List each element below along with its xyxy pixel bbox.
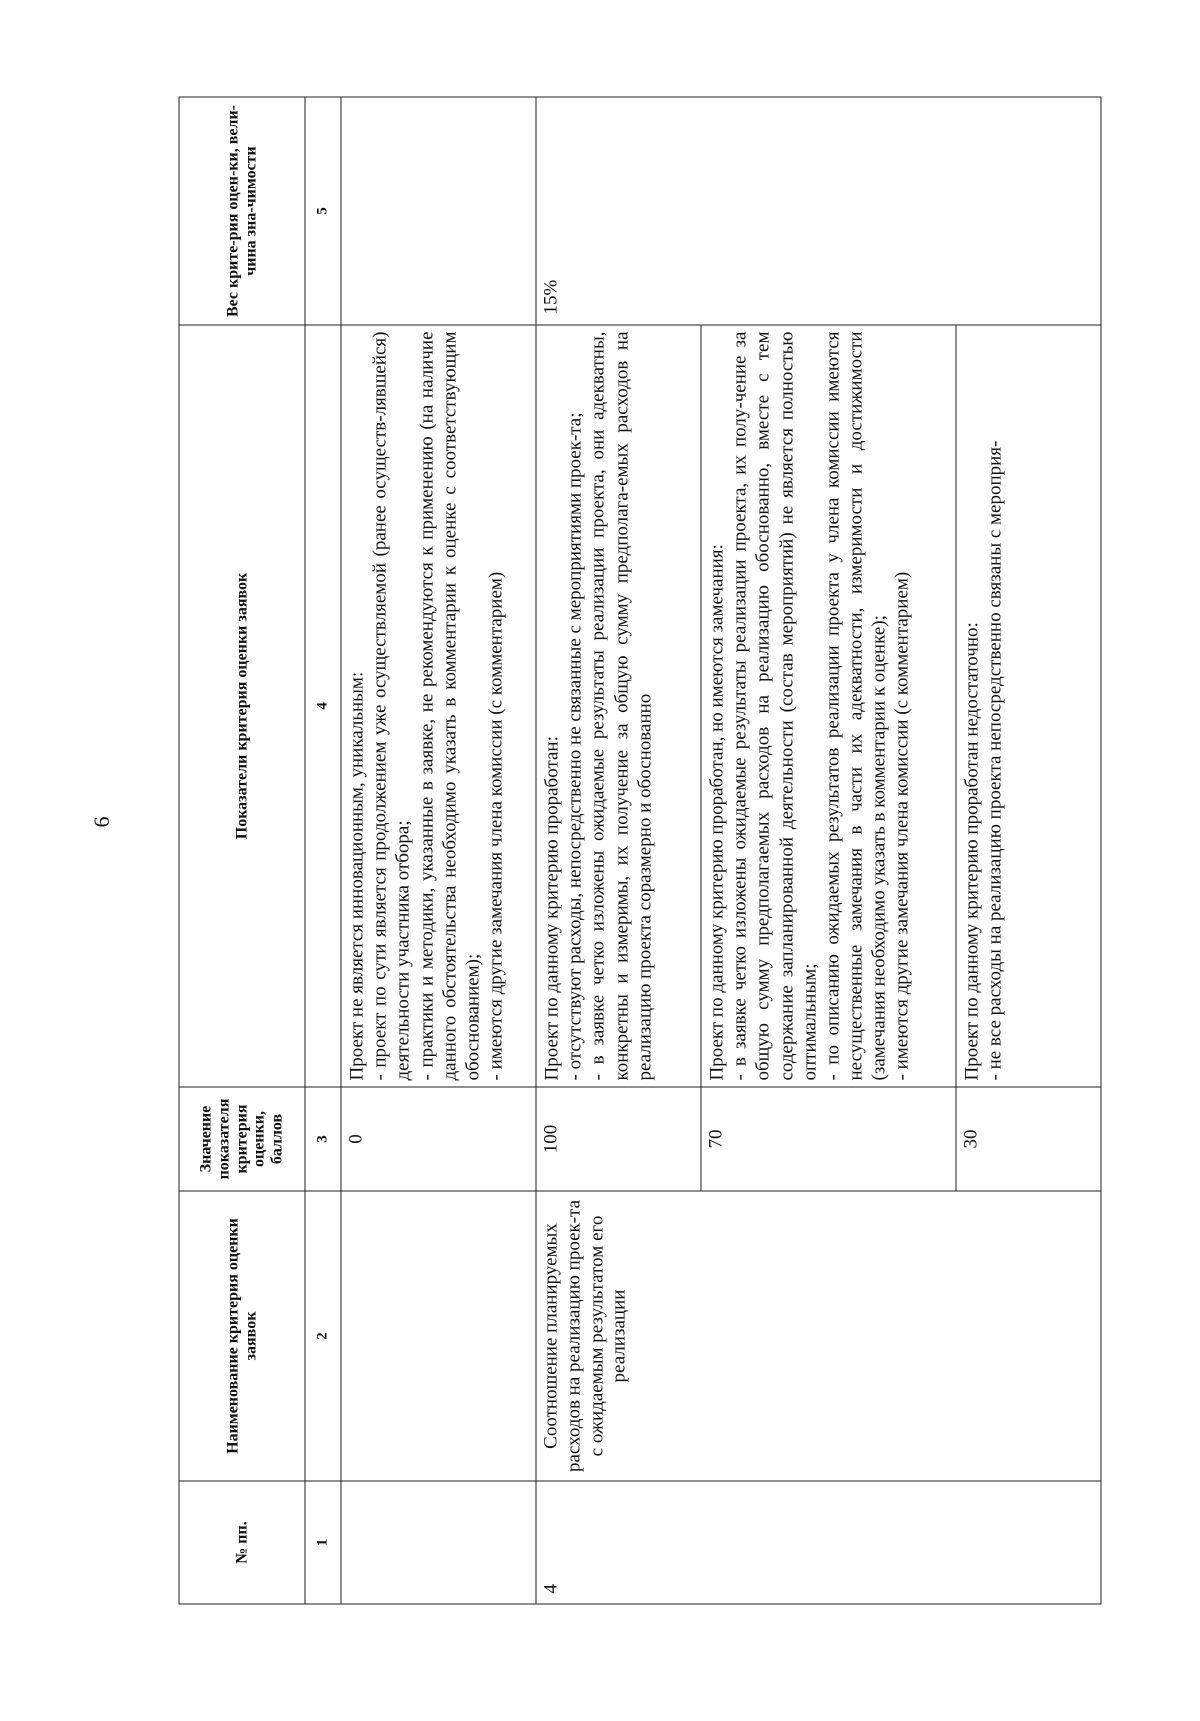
column-number: 1 (305, 1481, 341, 1604)
header-num: № пп. (179, 1481, 305, 1604)
indicator-line: - имеются другие замечания члена комиссии (с комментарием) (891, 571, 913, 1081)
table-row (341, 97, 536, 1604)
indicator-line: Проект по данному критерию проработан, но имеются замечания: (706, 544, 728, 1081)
criteria-table-sheet (179, 98, 1101, 1605)
row-num: 4 (536, 1481, 1101, 1604)
indicator-line: Проект не является инновационным, уникальным: (346, 671, 368, 1081)
indicators-cell (701, 325, 956, 1087)
score-value: 0 (341, 1087, 536, 1191)
criteria-table (179, 97, 1102, 1605)
header-indicators: Показатели критерия оценки заявок (179, 325, 305, 1087)
indicators-cell (956, 325, 1101, 1087)
indicator-line: Проект по данному критерию проработан: (541, 736, 563, 1081)
weight-value (341, 97, 536, 325)
header-name: Наименование критерия оценки заявок (179, 1191, 305, 1481)
indicator-line: - практики и методики, указанные в заявке, не рекомендуются к применению (на наличие данного обстоятельства необходимо указать в комментарии к оценке с соответствующим обоснованием); (416, 331, 484, 1081)
weight-value: 15% (536, 97, 1101, 325)
header-score: Значение показателя критерия оценки, баллов (179, 1087, 305, 1191)
column-number: 3 (305, 1087, 341, 1191)
indicator-line: - не все расходы на реализацию проекта непосредственно связаны с мероприя- (984, 440, 1006, 1081)
criterion-name: Соотношение планируемых расходов на реализацию проек-та с ожидаемым результатом его реализации (536, 1191, 1101, 1481)
indicator-line: - отсутствуют расходы, непосредственно не связанные с мероприятиями проек-та; (564, 412, 586, 1081)
indicators-cell (341, 325, 536, 1087)
indicator-line: - имеются другие замечания члена комиссии (с комментарием) (485, 571, 507, 1081)
score-value: 30 (956, 1087, 1101, 1191)
score-value: 70 (701, 1087, 956, 1191)
row-num (341, 1481, 536, 1604)
table-row (536, 97, 701, 1604)
column-number: 2 (305, 1191, 341, 1481)
indicators-cell (536, 325, 701, 1087)
indicator-line: - в заявке четко изложены ожидаемые результаты реализации проекта, они адекватны, конкретны и измеримы, их получение за общую сумму предполага-емых расходов на реализацию проекта соразмерно и обоснованно (587, 331, 656, 1081)
column-number: 4 (305, 325, 341, 1087)
column-number: 5 (305, 97, 341, 325)
header-weight: Вес крите-рия оцен-ки, вели-чина зна-чимости (179, 97, 305, 325)
indicator-line: - по описанию ожидаемых результатов реализации проекта у члена комиссии имеются несущественные замечания в части их адекватности, измеримости и достижимости (замечания необходимо указать в комментарии к оценке); (822, 331, 890, 1081)
score-value: 100 (536, 1087, 701, 1191)
indicator-line: - в заявке четко изложены ожидаемые результаты реализации проекта, их полу-чение за общую сумму предполагаемых расходов на реализацию обоснованно, вместе с тем содержание запланированной деятельности (состав мероприятий) не является полностью оптимальным; (729, 331, 821, 1081)
indicator-line: - проект по сути является продолжением уже осуществляемой (ранее осуществ-лявшейся) деятельности участника отбора; (369, 331, 414, 1081)
indicator-line: Проект по данному критерию проработан недостаточно: (961, 622, 983, 1081)
page-number: 6 (89, 816, 114, 828)
criterion-name (341, 1191, 536, 1481)
